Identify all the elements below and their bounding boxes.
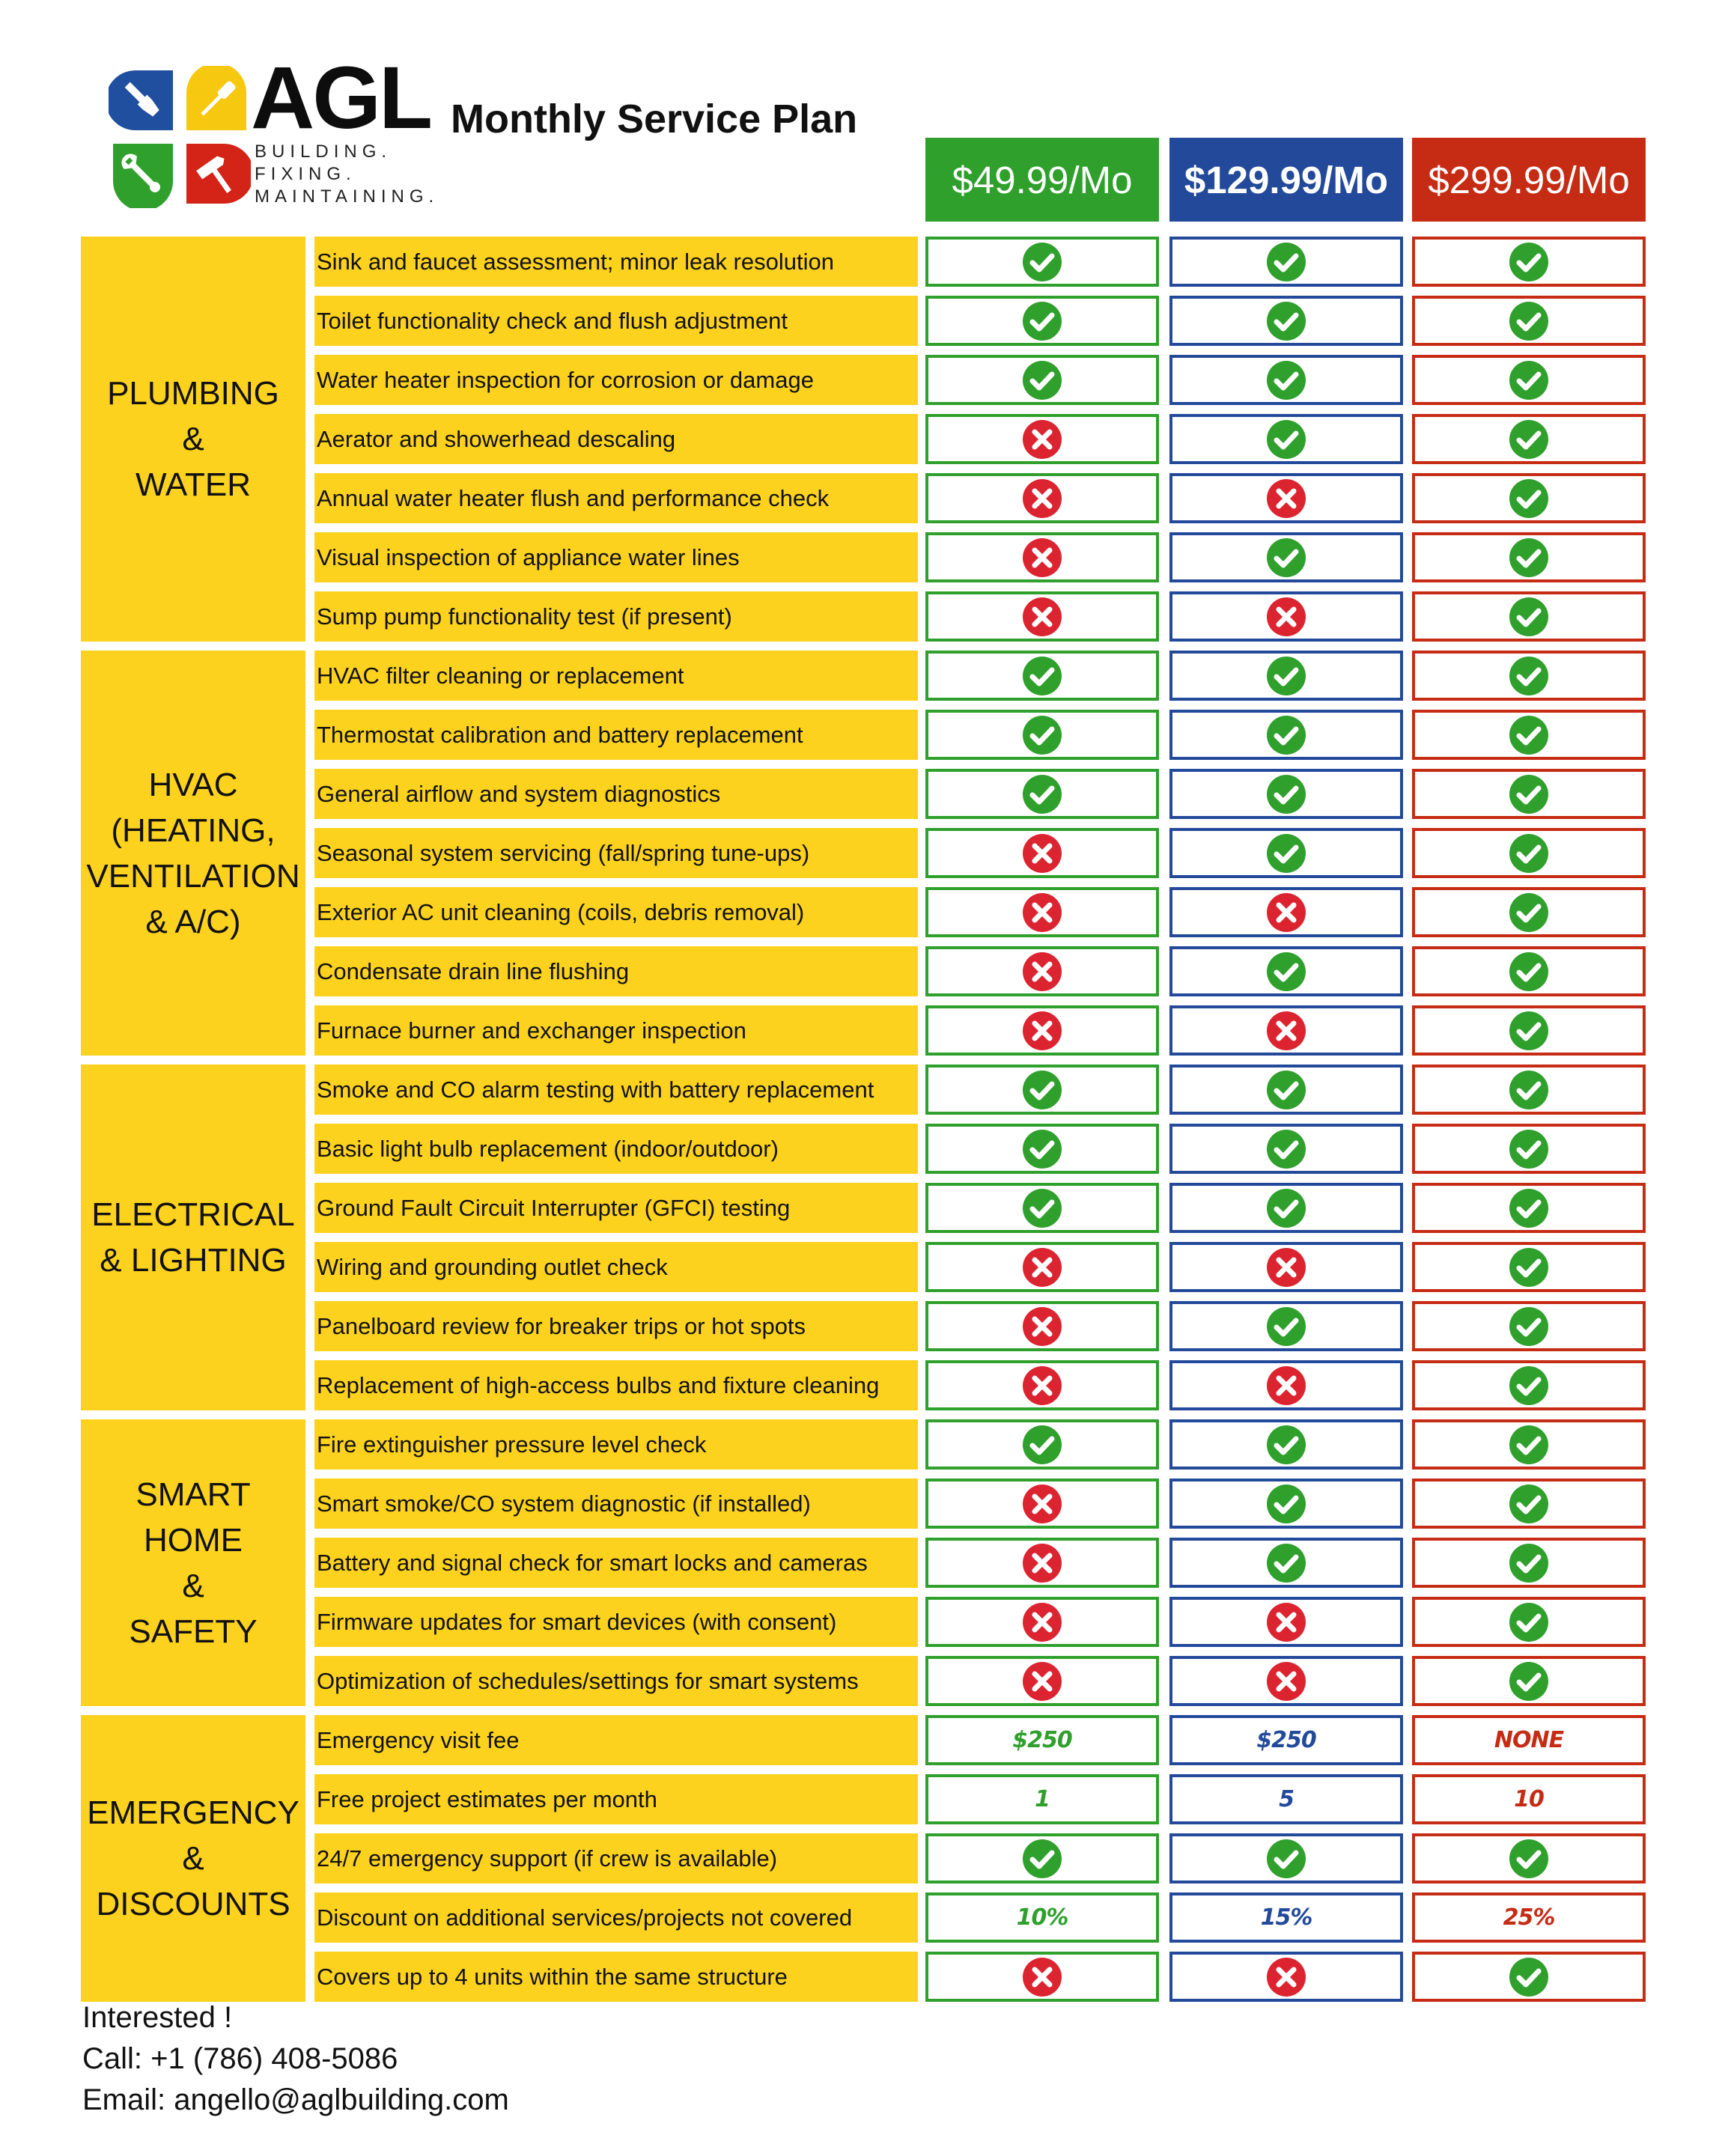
plan-cell-premium	[1412, 1774, 1646, 1824]
x-circle-icon	[1020, 1305, 1064, 1348]
service-description: Optimization of schedules/settings for smart systems	[314, 1656, 918, 1706]
x-circle-icon	[1020, 1246, 1064, 1289]
plan-value: $250	[1256, 1727, 1316, 1753]
check-circle-icon	[1020, 1068, 1064, 1112]
plan-cell-basic	[925, 532, 1159, 582]
plan-cell-standard	[1169, 1360, 1403, 1410]
plan-cell-basic	[925, 828, 1159, 878]
service-description: Visual inspection of appliance water lines	[314, 532, 918, 582]
x-circle-icon	[1020, 1601, 1064, 1644]
service-description: HVAC filter cleaning or replacement	[314, 651, 918, 701]
plan-cell-basic	[925, 1419, 1159, 1470]
plan-cell-premium	[1412, 1183, 1646, 1233]
plan-value: 10%	[1016, 1904, 1068, 1931]
check-circle-icon	[1020, 240, 1064, 284]
check-circle-icon	[1507, 1541, 1551, 1585]
check-circle-icon	[1020, 1837, 1064, 1881]
plan-cell-premium	[1412, 1479, 1646, 1529]
plan-cell-basic	[925, 887, 1159, 937]
plan-cell-standard	[1169, 1892, 1403, 1943]
plan-cell-standard	[1169, 710, 1403, 760]
tagline-line: FIXING.	[255, 164, 356, 184]
plan-cell-basic	[925, 296, 1159, 346]
plan-cell-standard	[1169, 1479, 1403, 1529]
service-description: Battery and signal check for smart locks and cameras	[314, 1538, 918, 1588]
tagline-line: MAINTAINING.	[255, 186, 439, 207]
plan-cell-basic	[925, 591, 1159, 642]
x-circle-icon	[1265, 1246, 1308, 1289]
check-circle-icon	[1507, 832, 1551, 875]
check-circle-icon	[1507, 595, 1551, 639]
plan-cell-basic	[925, 355, 1159, 405]
service-description: 24/7 emergency support (if crew is available)	[314, 1833, 918, 1884]
x-circle-icon	[1020, 1482, 1064, 1526]
service-description: Ground Fault Circuit Interrupter (GFCI) testing	[314, 1183, 918, 1233]
check-circle-icon	[1507, 950, 1551, 993]
service-description: Basic light bulb replacement (indoor/outdoor)	[314, 1124, 918, 1174]
contact-phone: Call: +1 (786) 408-5086	[82, 2042, 398, 2075]
plan-cell-standard	[1169, 296, 1403, 346]
plan-value: $250	[1012, 1727, 1072, 1753]
plan-cell-standard	[1169, 1597, 1403, 1647]
x-circle-icon	[1265, 1955, 1308, 1999]
check-circle-icon	[1507, 1068, 1551, 1112]
plan-cell-standard	[1169, 532, 1403, 582]
plan-cell-standard	[1169, 1833, 1403, 1884]
tagline-line: BUILDING.	[255, 141, 392, 162]
check-circle-icon	[1507, 654, 1551, 698]
x-circle-icon	[1020, 832, 1064, 875]
check-circle-icon	[1020, 1127, 1064, 1171]
check-circle-icon	[1265, 654, 1308, 698]
plan-cell-standard	[1169, 887, 1403, 937]
check-circle-icon	[1507, 477, 1551, 520]
plan-cell-basic	[925, 1952, 1159, 2002]
plan-cell-standard	[1169, 414, 1403, 464]
check-circle-icon	[1507, 1837, 1551, 1881]
brand-tagline	[255, 141, 439, 208]
category-name: SMART HOME & SAFETY	[129, 1476, 258, 1650]
x-circle-icon	[1265, 1601, 1308, 1644]
check-circle-icon	[1507, 1423, 1551, 1467]
plan-cell-basic	[925, 1479, 1159, 1529]
plan-value: 5	[1279, 1786, 1294, 1812]
service-description: Thermostat calibration and battery replacement	[314, 710, 918, 760]
plan-cell-basic	[925, 1005, 1159, 1056]
service-description: Condensate drain line flushing	[314, 946, 918, 996]
plan-price-premium: $299.99/Mo	[1412, 138, 1646, 222]
plan-value: 15%	[1260, 1904, 1312, 1931]
plan-cell-basic	[925, 1597, 1159, 1647]
check-circle-icon	[1507, 1364, 1551, 1407]
contact-email: Email: angello@aglbuilding.com	[82, 2083, 509, 2116]
check-circle-icon	[1265, 1068, 1308, 1112]
service-description: Smoke and CO alarm testing with battery replacement	[314, 1065, 918, 1115]
service-description: Sump pump functionality test (if present)	[314, 591, 918, 642]
plan-cell-premium	[1412, 710, 1646, 760]
check-circle-icon	[1020, 654, 1064, 698]
check-circle-icon	[1265, 240, 1308, 284]
contact-info	[82, 1997, 509, 2121]
plan-cell-premium	[1412, 296, 1646, 346]
check-circle-icon	[1020, 1187, 1064, 1230]
plan-cell-standard	[1169, 769, 1403, 819]
x-circle-icon	[1020, 1660, 1064, 1703]
plan-cell-basic	[925, 1183, 1159, 1233]
plan-cell-basic	[925, 1360, 1159, 1410]
service-description: Fire extinguisher pressure level check	[314, 1419, 918, 1470]
service-description: Wiring and grounding outlet check	[314, 1242, 918, 1292]
check-circle-icon	[1020, 359, 1064, 402]
contact-heading: Interested !	[82, 2001, 233, 2034]
service-description: Annual water heater flush and performance check	[314, 473, 918, 523]
plan-cell-premium	[1412, 769, 1646, 819]
plan-cell-standard	[1169, 651, 1403, 701]
category-label	[81, 1715, 305, 2002]
category-name: EMERGENCY & DISCOUNTS	[87, 1794, 299, 1922]
plan-cell-basic	[925, 237, 1159, 287]
check-circle-icon	[1265, 1482, 1308, 1526]
plan-cell-basic	[925, 1124, 1159, 1174]
plan-cell-premium	[1412, 946, 1646, 996]
plan-cell-standard	[1169, 473, 1403, 523]
service-description: Water heater inspection for corrosion or damage	[314, 355, 918, 405]
check-circle-icon	[1507, 891, 1551, 934]
check-circle-icon	[1507, 1482, 1551, 1526]
check-circle-icon	[1265, 1837, 1308, 1881]
check-circle-icon	[1507, 713, 1551, 757]
plan-cell-premium	[1412, 828, 1646, 878]
plan-cell-standard	[1169, 1715, 1403, 1765]
x-circle-icon	[1020, 477, 1064, 520]
check-circle-icon	[1507, 1660, 1551, 1703]
x-circle-icon	[1265, 891, 1308, 934]
check-circle-icon	[1265, 536, 1308, 579]
check-circle-icon	[1265, 299, 1308, 343]
plan-cell-premium	[1412, 1124, 1646, 1174]
check-circle-icon	[1020, 1423, 1064, 1467]
plan-cell-basic	[925, 1538, 1159, 1588]
plan-cell-basic	[925, 1774, 1159, 1824]
check-circle-icon	[1507, 240, 1551, 284]
x-circle-icon	[1020, 1364, 1064, 1407]
service-description: Exterior AC unit cleaning (coils, debris removal)	[314, 887, 918, 937]
plan-cell-premium	[1412, 1833, 1646, 1884]
plan-cell-premium	[1412, 651, 1646, 701]
category-label	[81, 1419, 305, 1706]
plan-cell-basic	[925, 1065, 1159, 1115]
plan-cell-premium	[1412, 355, 1646, 405]
x-circle-icon	[1020, 950, 1064, 993]
x-circle-icon	[1020, 1955, 1064, 1999]
plan-cell-basic	[925, 1715, 1159, 1765]
plan-cell-standard	[1169, 1419, 1403, 1470]
check-circle-icon	[1265, 1541, 1308, 1585]
plan-cell-basic	[925, 414, 1159, 464]
plan-cell-basic	[925, 1833, 1159, 1884]
plan-value: NONE	[1494, 1727, 1564, 1753]
plan-cell-premium	[1412, 1656, 1646, 1706]
check-circle-icon	[1265, 832, 1308, 875]
plan-cell-basic	[925, 946, 1159, 996]
x-circle-icon	[1020, 1541, 1064, 1585]
x-circle-icon	[1265, 1660, 1308, 1703]
plan-cell-premium	[1412, 1065, 1646, 1115]
check-circle-icon	[1020, 299, 1064, 343]
service-description: Firmware updates for smart devices (with consent)	[314, 1597, 918, 1647]
service-description: Free project estimates per month	[314, 1774, 918, 1824]
x-circle-icon	[1020, 536, 1064, 579]
check-circle-icon	[1265, 1305, 1308, 1348]
check-circle-icon	[1265, 1127, 1308, 1171]
plan-cell-premium	[1412, 1242, 1646, 1292]
check-circle-icon	[1507, 1187, 1551, 1230]
service-description: Panelboard review for breaker trips or hot spots	[314, 1301, 918, 1351]
plan-cell-premium	[1412, 887, 1646, 937]
plan-cell-standard	[1169, 1183, 1403, 1233]
plan-price-standard: $129.99/Mo	[1169, 138, 1403, 222]
plan-cell-premium	[1412, 237, 1646, 287]
plan-cell-standard	[1169, 1538, 1403, 1588]
service-description: Replacement of high-access bulbs and fixture cleaning	[314, 1360, 918, 1410]
check-circle-icon	[1507, 1955, 1551, 1999]
plan-value: 25%	[1503, 1904, 1555, 1931]
brand-name: AGL	[251, 49, 431, 147]
plan-cell-standard	[1169, 1301, 1403, 1351]
plan-cell-basic	[925, 1892, 1159, 1943]
plan-cell-standard	[1169, 1242, 1403, 1292]
x-circle-icon	[1020, 418, 1064, 461]
plan-cell-basic	[925, 1242, 1159, 1292]
service-description: Toilet functionality check and flush adjustment	[314, 296, 918, 346]
category-label	[81, 1065, 305, 1410]
check-circle-icon	[1507, 1601, 1551, 1644]
check-circle-icon	[1265, 359, 1308, 402]
check-circle-icon	[1265, 1423, 1308, 1467]
plan-cell-standard	[1169, 1065, 1403, 1115]
category-name: HVAC (HEATING, VENTILATION & A/C)	[86, 766, 300, 940]
plan-cell-standard	[1169, 1952, 1403, 2002]
service-description: Emergency visit fee	[314, 1715, 918, 1765]
service-description: Discount on additional services/projects not covered	[314, 1892, 918, 1943]
service-description: Covers up to 4 units within the same structure	[314, 1952, 918, 2002]
x-circle-icon	[1020, 595, 1064, 639]
plan-cell-basic	[925, 1656, 1159, 1706]
category-name: PLUMBING & WATER	[107, 375, 279, 503]
plan-cell-premium	[1412, 1715, 1646, 1765]
service-description: Seasonal system servicing (fall/spring tune-ups)	[314, 828, 918, 878]
plan-cell-premium	[1412, 1538, 1646, 1588]
check-circle-icon	[1265, 950, 1308, 993]
check-circle-icon	[1507, 1305, 1551, 1348]
plan-cell-premium	[1412, 1301, 1646, 1351]
plan-cell-premium	[1412, 1952, 1646, 2002]
check-circle-icon	[1507, 1009, 1551, 1053]
plan-cell-standard	[1169, 1656, 1403, 1706]
plan-value: 10	[1514, 1786, 1544, 1812]
plan-cell-standard	[1169, 946, 1403, 996]
page-title: Monthly Service Plan	[451, 97, 858, 141]
agl-logo	[109, 66, 251, 208]
check-circle-icon	[1507, 1127, 1551, 1171]
plan-cell-premium	[1412, 1419, 1646, 1470]
x-circle-icon	[1020, 1009, 1064, 1053]
plan-cell-premium	[1412, 1597, 1646, 1647]
check-circle-icon	[1265, 773, 1308, 816]
x-circle-icon	[1265, 595, 1308, 639]
x-circle-icon	[1265, 477, 1308, 520]
plan-cell-basic	[925, 651, 1159, 701]
plan-cell-premium	[1412, 1360, 1646, 1410]
plan-cell-standard	[1169, 1124, 1403, 1174]
check-circle-icon	[1507, 773, 1551, 816]
check-circle-icon	[1020, 713, 1064, 757]
service-description: Smart smoke/CO system diagnostic (if installed)	[314, 1479, 918, 1529]
plan-cell-standard	[1169, 355, 1403, 405]
service-description: Aerator and showerhead descaling	[314, 414, 918, 464]
category-name: ELECTRICAL & LIGHTING	[91, 1196, 295, 1279]
plan-cell-basic	[925, 1301, 1159, 1351]
plan-cell-basic	[925, 769, 1159, 819]
plan-cell-basic	[925, 710, 1159, 760]
service-description: Furnace burner and exchanger inspection	[314, 1005, 918, 1056]
plan-cell-premium	[1412, 532, 1646, 582]
plan-cell-standard	[1169, 1774, 1403, 1824]
check-circle-icon	[1507, 359, 1551, 402]
check-circle-icon	[1507, 536, 1551, 579]
plan-cell-basic	[925, 473, 1159, 523]
x-circle-icon	[1265, 1009, 1308, 1053]
plan-cell-premium	[1412, 1892, 1646, 1943]
check-circle-icon	[1507, 418, 1551, 461]
category-label	[81, 237, 305, 642]
plan-cell-premium	[1412, 414, 1646, 464]
plan-cell-standard	[1169, 1005, 1403, 1056]
x-circle-icon	[1020, 891, 1064, 934]
plan-value: 1	[1035, 1786, 1050, 1812]
check-circle-icon	[1265, 713, 1308, 757]
check-circle-icon	[1507, 1246, 1551, 1289]
plan-cell-premium	[1412, 473, 1646, 523]
service-description: General airflow and system diagnostics	[314, 769, 918, 819]
plan-cell-standard	[1169, 237, 1403, 287]
check-circle-icon	[1020, 773, 1064, 816]
plan-cell-premium	[1412, 591, 1646, 642]
check-circle-icon	[1507, 299, 1551, 343]
plan-cell-standard	[1169, 591, 1403, 642]
check-circle-icon	[1265, 1187, 1308, 1230]
plan-cell-premium	[1412, 1005, 1646, 1056]
service-description: Sink and faucet assessment; minor leak resolution	[314, 237, 918, 287]
plan-price-basic: $49.99/Mo	[925, 138, 1159, 222]
x-circle-icon	[1265, 1364, 1308, 1407]
category-label	[81, 651, 305, 1056]
check-circle-icon	[1265, 418, 1308, 461]
plan-cell-standard	[1169, 828, 1403, 878]
